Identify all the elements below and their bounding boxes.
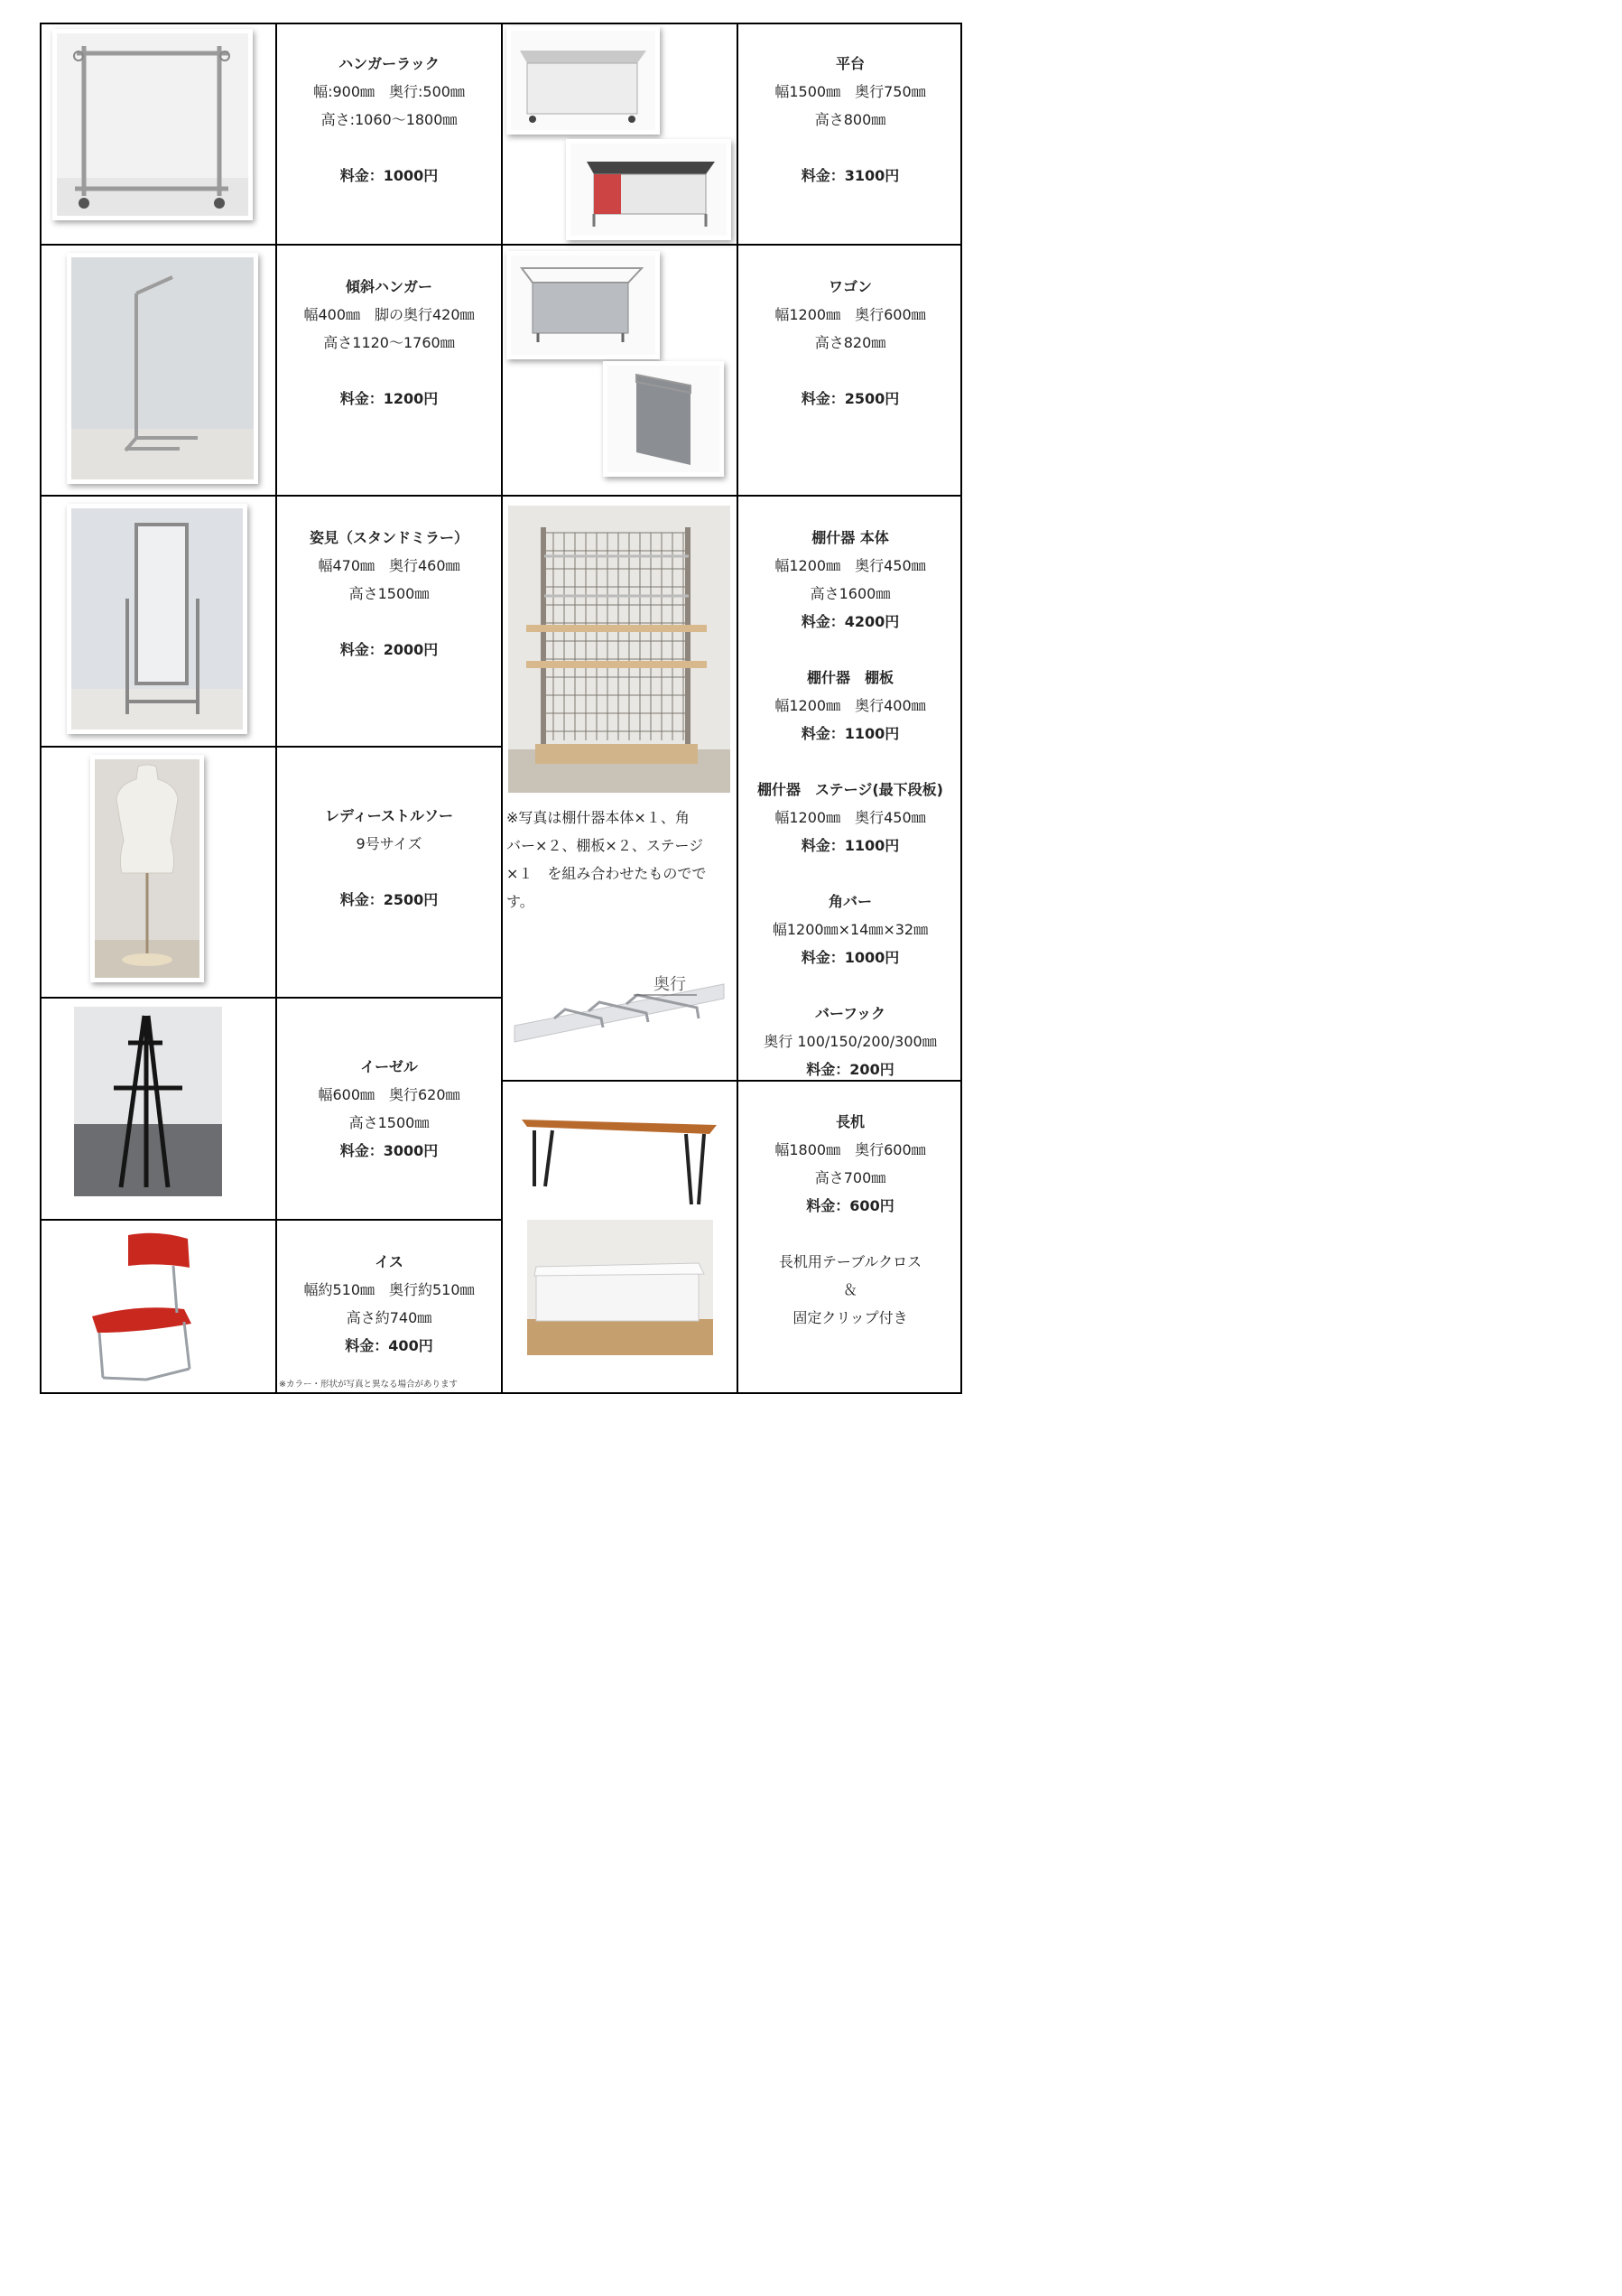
item-title: ワゴン <box>828 278 872 295</box>
note-line: す。 <box>506 893 534 910</box>
item-dimensions: 幅1200㎜ 奥行450㎜ <box>774 809 926 826</box>
item-title: イーゼル <box>360 1058 418 1075</box>
item-dimensions: 幅:900㎜ 奥行:500㎜ <box>313 83 465 100</box>
chair-footnote: ※カラー・形状が写真と異なる場合があります <box>279 1380 458 1390</box>
item-title: 傾斜ハンガー <box>345 278 432 295</box>
hanger-rack-info <box>277 50 501 190</box>
item-height: 高さ1600㎜ <box>810 585 891 602</box>
item-dimensions: 幅1200㎜ 奥行600㎜ <box>774 306 926 323</box>
item-dimensions: 幅約510㎜ 奥行約510㎜ <box>303 1281 475 1298</box>
long-desk-photo-1 <box>518 1103 722 1210</box>
item-height: 高さ約740㎜ <box>346 1309 432 1326</box>
item-height: 高さ:1060～1800㎜ <box>320 111 458 128</box>
item-dimensions: 幅1200㎜ 奥行450㎜ <box>774 557 926 574</box>
item-size: 9号サイズ <box>356 835 422 852</box>
easel-info <box>277 1053 501 1165</box>
item-dimensions: 幅1800㎜ 奥行600㎜ <box>774 1141 926 1158</box>
torso-photo <box>90 755 204 982</box>
shelf-photo <box>508 506 730 793</box>
note-line: バー×２、棚板×２、ステージ <box>506 837 704 854</box>
item-title: バーフック <box>814 1005 886 1022</box>
wagon-info <box>738 273 962 413</box>
item-height: 高さ1500㎜ <box>348 585 430 602</box>
item-dimensions: 幅400㎜ 脚の奥行420㎜ <box>303 306 475 323</box>
grid-line <box>40 495 962 497</box>
grid-line <box>40 746 502 748</box>
long-desk-info <box>738 1108 962 1332</box>
item-extra: 長机用テーブルクロス <box>778 1253 922 1270</box>
item-price: 料金：1000円 <box>801 949 900 966</box>
item-price: 料金：400円 <box>345 1337 433 1354</box>
item-title: 平台 <box>835 55 865 72</box>
item-price: 料金：600円 <box>806 1197 894 1214</box>
item-height: 高さ800㎜ <box>814 111 886 128</box>
flat-table-photo-1 <box>506 26 660 135</box>
grid-line <box>275 23 277 1394</box>
hanger-rack-photo <box>52 29 253 220</box>
item-dimensions: 幅1500㎜ 奥行750㎜ <box>774 83 926 100</box>
item-title: 棚什器 ステージ(最下段板) <box>757 781 943 798</box>
item-extra: ＆ <box>842 1281 857 1298</box>
slant-hanger-info <box>277 273 501 413</box>
grid-line <box>40 997 502 999</box>
easel-photo <box>74 1007 222 1196</box>
item-dimensions: 幅1200㎜×14㎜×32㎜ <box>772 921 929 938</box>
mirror-photo <box>67 504 247 734</box>
grid-line <box>40 244 962 246</box>
flat-table-info <box>738 50 962 190</box>
item-title: イス <box>375 1253 403 1270</box>
slant-hanger-photo <box>67 253 258 484</box>
mirror-info <box>277 524 501 664</box>
item-price: 料金：1000円 <box>339 167 439 184</box>
chair-info <box>277 1248 501 1360</box>
item-price: 料金：1200円 <box>339 390 439 407</box>
item-height: 高さ1500㎜ <box>348 1114 430 1131</box>
item-title: ハンガーラック <box>338 55 440 72</box>
item-height: 高さ700㎜ <box>814 1169 886 1186</box>
item-title: 棚什器 本体 <box>811 529 889 546</box>
long-desk-photo-2 <box>527 1220 713 1355</box>
item-dimensions: 幅470㎜ 奥行460㎜ <box>318 557 460 574</box>
wagon-photo-2 <box>603 361 724 477</box>
item-dimensions: 幅600㎜ 奥行620㎜ <box>318 1086 460 1103</box>
item-price: 料金：2500円 <box>339 891 439 908</box>
note-line: ×１ を組み合わせたものでで <box>506 865 707 882</box>
torso-info <box>277 802 501 914</box>
shelf-info <box>738 524 962 1083</box>
item-dimensions: 奥行 100/150/200/300㎜ <box>764 1033 937 1050</box>
item-extra: 固定クリップ付き <box>792 1309 908 1326</box>
wagon-photo-1 <box>506 251 660 359</box>
item-price: 料金：1100円 <box>801 837 900 854</box>
bar-hook-photo <box>511 968 728 1056</box>
hook-depth-label: 奥行 <box>653 975 686 994</box>
grid-line <box>40 1219 502 1221</box>
item-height: 高さ820㎜ <box>814 334 886 351</box>
item-dimensions: 幅1200㎜ 奥行400㎜ <box>774 697 926 714</box>
shelf-photo-note <box>506 804 734 916</box>
item-price: 料金：200円 <box>806 1061 894 1078</box>
item-price: 料金：1100円 <box>801 725 900 742</box>
flat-table-photo-2 <box>566 139 731 240</box>
item-title: 姿見（スタンドミラー） <box>309 529 468 546</box>
note-line: ※写真は棚什器本体×１、角 <box>506 809 690 826</box>
item-height: 高さ1120～1760㎜ <box>323 334 455 351</box>
item-title: 角バー <box>828 893 872 910</box>
item-price: 料金：3000円 <box>339 1142 439 1159</box>
item-price: 料金：2500円 <box>801 390 900 407</box>
item-price: 料金：3100円 <box>801 167 900 184</box>
grid-line <box>501 23 503 1394</box>
item-title: 棚什器 棚板 <box>806 669 894 686</box>
item-price: 料金：2000円 <box>339 641 439 658</box>
chair-photo <box>83 1226 211 1387</box>
item-price: 料金：4200円 <box>801 613 900 630</box>
item-title: 長机 <box>835 1113 865 1130</box>
item-title: レディーストルソー <box>325 807 453 824</box>
